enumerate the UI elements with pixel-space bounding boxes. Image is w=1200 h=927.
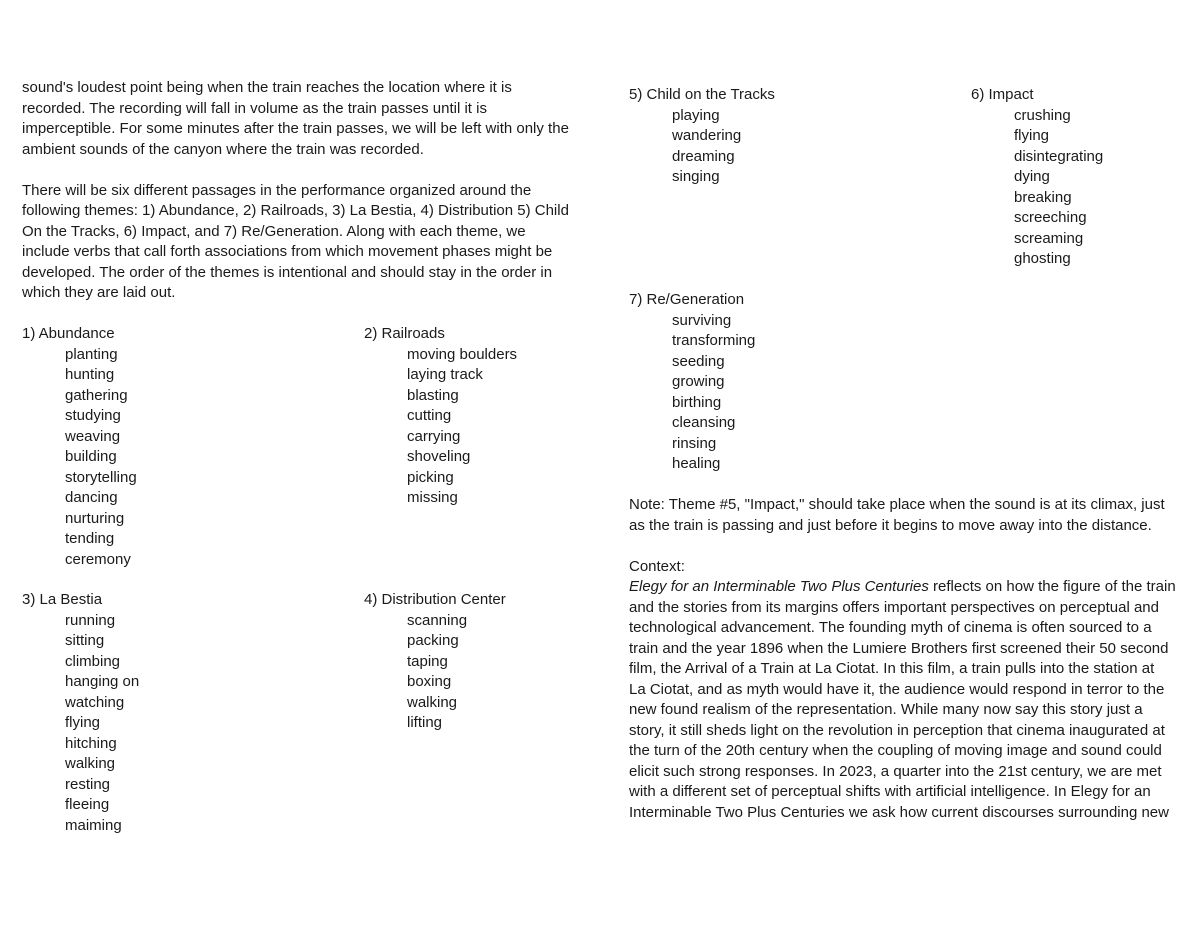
text-line: On the Tracks, 6) Impact, and 7) Re/Generation. Along with each theme, we (22, 222, 526, 240)
text-line: elicit such strong responses. In 2023, a quarter into the 21st century, we are met (629, 762, 1162, 780)
text-line: Note: Theme #5, "Impact," should take place when the sound is at its climax, just (629, 496, 1165, 513)
verb-item: disintegrating (1014, 147, 1104, 165)
theme-title: 7) Re/Generation (629, 291, 745, 308)
text-line: Interminable Two Plus Centuries we ask how current discourses surrounding new (629, 803, 1169, 821)
text-line: new found realism of the representation. While many now say this story just a (629, 701, 1143, 718)
text-line: which they are laid out. (22, 284, 176, 301)
verb-item: flying (1014, 127, 1050, 144)
verb-item: picking (407, 468, 454, 486)
theme-title: 5) Child on the Tracks (629, 86, 775, 103)
verb-item: sitting (65, 632, 105, 649)
note-paragraph (629, 495, 1189, 536)
theme-title: 6) Impact (971, 86, 1034, 103)
verb-item: playing (672, 106, 720, 124)
text-line (629, 577, 1189, 598)
verb-item: storytelling (65, 468, 137, 486)
right-text (629, 495, 1189, 823)
verb-item: ghosting (1014, 250, 1071, 267)
verb-item: hanging on (65, 673, 140, 690)
verb-item: screeching (1014, 209, 1087, 226)
verb-item: cleansing (672, 414, 736, 431)
verb-item: climbing (65, 652, 121, 670)
theme-child-on-the-tracks (629, 85, 775, 188)
text-line: La Ciotat, and as myth would have it, the audience would respond in terror to the (629, 680, 1165, 698)
verb-item: dreaming (672, 147, 735, 165)
verb-item: building (65, 448, 117, 465)
verb-item: walking (65, 755, 116, 772)
verb-item: studying (65, 407, 121, 424)
text-line: story, it still sheds light on the revolution in perception that cinema inaugurated at (629, 721, 1165, 739)
verb-item: cutting (407, 407, 452, 424)
verb-item: dying (1014, 168, 1050, 185)
text-line: as the train is passing and just before it begins to move away into the distance. (629, 516, 1152, 534)
text-line: following themes: 1) Abundance, 2) Railroads, 3) La Bestia, 4) Distribution 5) Child (22, 202, 569, 219)
theme-distribution-center (364, 590, 506, 734)
theme-abundance (22, 324, 137, 570)
verb-item: crushing (1014, 106, 1071, 124)
text-line: the turn of the 20th century when the coupling of moving image and sound could (629, 742, 1162, 759)
verb-item: fleeing (65, 796, 110, 813)
text-line: imperceptible. For some minutes after the train passes, we will be left with only the (22, 120, 569, 137)
theme-title: 1) Abundance (22, 325, 115, 342)
verb-item: tending (65, 530, 115, 547)
text-line: film, the Arrival of a Train at La Ciotat. In this film, a train pulls into the station at (629, 660, 1155, 677)
verb-item: rinsing (672, 434, 717, 452)
theme-impact (971, 85, 1103, 270)
verb-item: maiming (65, 816, 122, 834)
verb-item: gathering (65, 386, 128, 404)
verb-item: screaming (1014, 229, 1084, 247)
verb-item: scanning (407, 611, 468, 629)
verb-item: singing (672, 168, 720, 185)
verb-item: hitching (65, 734, 117, 752)
verb-item: laying track (407, 366, 483, 383)
verb-item: resting (65, 775, 111, 793)
theme-railroads (364, 324, 517, 509)
verb-item: taping (407, 652, 448, 670)
verb-item: weaving (65, 427, 121, 445)
text-line: include verbs that call forth associations from which movement phases might be (22, 243, 553, 260)
theme-title: 4) Distribution Center (364, 591, 506, 608)
verb-item: wandering (672, 127, 742, 144)
theme-regeneration (629, 290, 755, 475)
verb-item: ceremony (65, 550, 131, 568)
verb-item: hunting (65, 366, 115, 383)
verb-item: watching (65, 693, 125, 711)
verb-item: dancing (65, 489, 118, 506)
context-heading: Context: (629, 557, 685, 575)
verb-item: moving boulders (407, 345, 518, 363)
verb-item: breaking (1014, 188, 1072, 206)
verb-item: lifting (407, 714, 443, 731)
text-line: recorded. The recording will fall in volume as the train passes until it is (22, 99, 487, 117)
context-first-line-rest: reflects on how the figure of the train (928, 578, 1176, 595)
text-line: and the stories from its margins offers important perspectives on perceptual and (629, 598, 1159, 616)
context-title: Elegy for an Interminable Two Plus Centuries (629, 578, 929, 595)
verb-item: packing (407, 632, 459, 649)
verb-item: healing (672, 455, 721, 472)
verb-item: missing (407, 489, 458, 506)
theme-title: 3) La Bestia (22, 591, 103, 608)
verb-item: surviving (672, 311, 732, 329)
verb-item: blasting (407, 386, 459, 404)
verb-item: carrying (407, 427, 461, 445)
intro-paragraph (22, 78, 592, 160)
verb-item: walking (407, 693, 458, 711)
text-line: ambient sounds of the canyon where the train was recorded. (22, 140, 424, 158)
left-intro (22, 78, 592, 304)
theme-title: 2) Railroads (364, 325, 445, 342)
verb-item: shoveling (407, 448, 471, 465)
context-paragraph (629, 577, 1189, 823)
verb-item: flying (65, 714, 101, 731)
text-line: sound's loudest point being when the train reaches the location where it is (22, 79, 512, 96)
verb-item: nurturing (65, 509, 125, 527)
text-line: train and the year 1896 when the Lumiere Brothers first screened their 50 second (629, 639, 1169, 657)
text-line: There will be six different passages in the performance organized around the (22, 181, 532, 199)
passages-paragraph (22, 181, 592, 304)
text-line: developed. The order of the themes is intentional and should stay in the order in (22, 263, 553, 281)
verb-item: seeding (672, 352, 725, 370)
verb-item: boxing (407, 673, 452, 690)
verb-item: growing (672, 373, 725, 390)
theme-la-bestia (22, 590, 139, 836)
verb-item: birthing (672, 393, 722, 411)
text-line: with a different set of perceptual shifts with artificial intelligence. In Elegy for an (629, 783, 1151, 800)
verb-item: transforming (672, 332, 756, 349)
verb-item: running (65, 611, 116, 629)
verb-item: planting (65, 345, 118, 363)
text-line: technological advancement. The founding myth of cinema is often sourced to a (629, 619, 1152, 636)
